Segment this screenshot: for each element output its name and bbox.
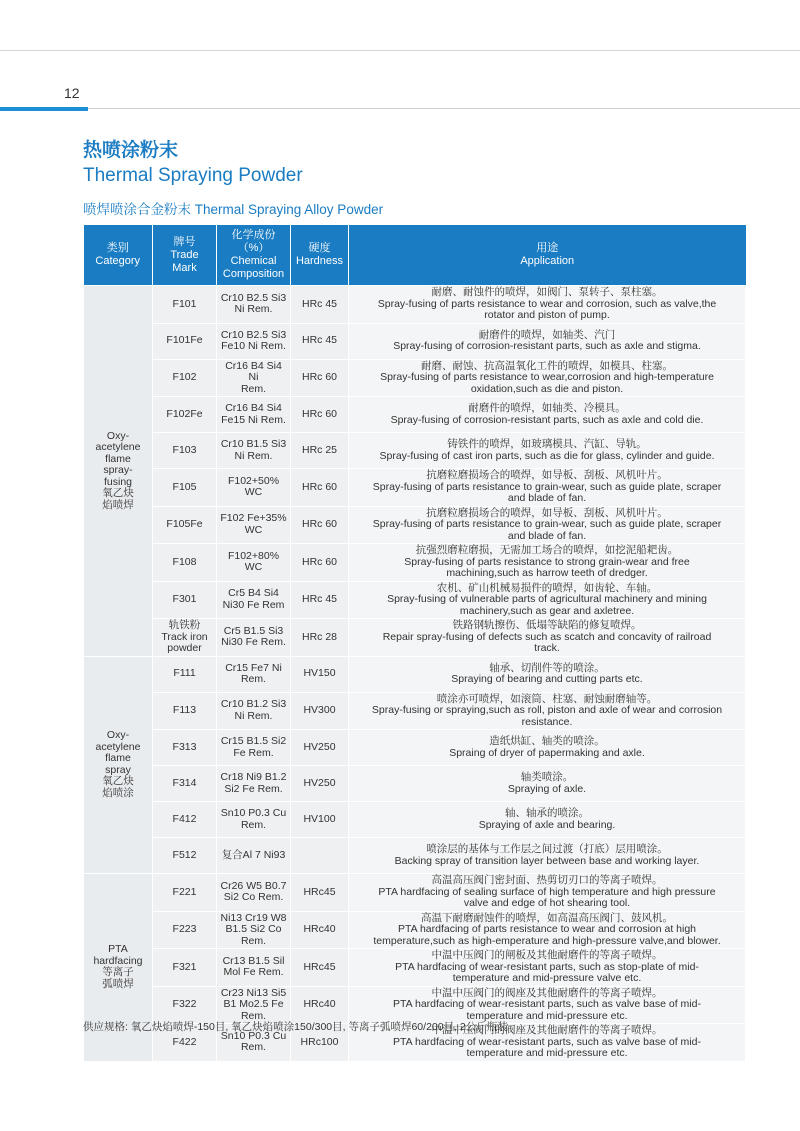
trade-mark-cell: F108 xyxy=(153,544,217,582)
application-cell: 农机、矿山机械易损件的喷焊，如齿轮、车轴。 Spray-fusing of vulnerable parts of agricultural machinery and mining machinery,such as gear and axletree. xyxy=(349,581,746,619)
table-row xyxy=(84,397,746,433)
hardness-cell: HRc 60 xyxy=(291,397,349,433)
table-row xyxy=(84,874,746,912)
hardness-cell: HRc40 xyxy=(291,911,349,949)
trade-mark-cell: F101Fe xyxy=(153,323,217,359)
table-row xyxy=(84,911,746,949)
composition-cell: Sn10 P0.3 Cu Rem. xyxy=(217,802,291,838)
hardness-cell: HV250 xyxy=(291,730,349,766)
application-cell: 耐磨件的喷焊，如轴类、冷模具。 Spray-fusing of corrosion-resistant parts, such as axle and cold die. xyxy=(349,397,746,433)
application-cell: 喷涂亦可喷焊，如滚筒、柱塞、耐蚀耐磨轴等。 Spray-fusing or spraying,such as roll, piston and axle of wear and corrosion resistance. xyxy=(349,692,746,730)
hardness-cell: HRc 28 xyxy=(291,619,349,657)
table-row xyxy=(84,506,746,544)
application-cell: 高温高压阀门密封面、热剪切刃口的等离子喷焊。 PTA hardfacing of sealing surface of high temperature and high pressure valve and edge of hot shearing tool. xyxy=(349,874,746,912)
hardness-cell: HRc40 xyxy=(291,986,349,1024)
hardness-cell: HV100 xyxy=(291,802,349,838)
application-cell: 耐磨件的喷焊，如轴类、汽门 Spray-fusing of corrosion-resistant parts, such as axle and stigma. xyxy=(349,323,746,359)
composition-cell: Cr16 B4 Si4 Ni Rem. xyxy=(217,359,291,397)
header-divider xyxy=(88,108,800,109)
table-row xyxy=(84,433,746,469)
application-cell: 铁路钢轨擦伤、低塌等缺陷的修复喷焊。 Repair spray-fusing of defects such as scatch and concavity of railroad track. xyxy=(349,619,746,657)
application-cell: 造纸烘缸、轴类的喷涂。 Spraing of dryer of papermaking and axle. xyxy=(349,730,746,766)
table-row xyxy=(84,802,746,838)
table-row xyxy=(84,286,746,324)
composition-cell: F102 Fe+35% WC xyxy=(217,506,291,544)
trade-mark-cell: F102 xyxy=(153,359,217,397)
trade-mark-cell: F512 xyxy=(153,838,217,874)
application-cell: 耐磨、耐蚀件的喷焊，如阀门、泵转子、泵柱塞。 Spray-fusing of parts resistance to wear and corrosion, such as valve,the rotator and piston of pump. xyxy=(349,286,746,324)
table-header-row xyxy=(84,225,746,286)
hardness-cell: HRc100 xyxy=(291,1024,349,1062)
composition-cell: F102+50% WC xyxy=(217,469,291,507)
table-row xyxy=(84,619,746,657)
trade-mark-cell: F412 xyxy=(153,802,217,838)
composition-cell: Cr10 B2.5 Si3 Fe10 Ni Rem. xyxy=(217,323,291,359)
trade-mark-cell: F102Fe xyxy=(153,397,217,433)
table-row xyxy=(84,656,746,692)
composition-cell: Cr15 Fe7 Ni Rem. xyxy=(217,656,291,692)
application-cell: 轴类喷涂。 Spraying of axle. xyxy=(349,766,746,802)
application-cell: 喷涂层的基体与工作层之间过渡（打底）层用喷涂。 Backing spray of transition layer between base and working layer. xyxy=(349,838,746,874)
header-accent-bar xyxy=(0,107,88,111)
table-row xyxy=(84,359,746,397)
application-cell: 耐磨、耐蚀、抗高温氧化工件的喷焊，如模具、柱塞。 Spray-fusing of parts resistance to wear,corrosion and high-temperature oxidation,such as die and piston. xyxy=(349,359,746,397)
table-row xyxy=(84,838,746,874)
trade-mark-cell: F105Fe xyxy=(153,506,217,544)
trade-mark-cell: F313 xyxy=(153,730,217,766)
hardness-cell: HV250 xyxy=(291,766,349,802)
application-cell: 高温下耐磨耐蚀件的喷焊，如高温高压阀门、鼓风机。 PTA hardfacing of parts resistance to wear and corrosion at high temperature,such as high-emperature and high-pressure valve,and blower. xyxy=(349,911,746,949)
page-number: 12 xyxy=(64,85,80,101)
hardness-cell: HRc45 xyxy=(291,874,349,912)
trade-mark-cell: F223 xyxy=(153,911,217,949)
hardness-cell: HRc 60 xyxy=(291,544,349,582)
composition-cell: Cr10 B1.2 Si3 Ni Rem. xyxy=(217,692,291,730)
trade-mark-cell: 轨铁粉 Track iron powder xyxy=(153,619,217,657)
application-cell: 中温中压阀门的闸板及其他耐磨件的等离子喷焊。 PTA hardfacing of wear-resistant parts, such as stop-plate of mid- temperature and mid-pressure valve etc. xyxy=(349,949,746,987)
table-row xyxy=(84,949,746,987)
hardness-cell: HV150 xyxy=(291,656,349,692)
table-row xyxy=(84,581,746,619)
trade-mark-cell: F321 xyxy=(153,949,217,987)
header-hardness: 硬度 Hardness xyxy=(291,225,349,286)
application-cell: 抗磨粒磨损场合的喷焊，如导板、刮板、风机叶片。 Spray-fusing of parts resistance to grain-wear, such as guide plate, scraper and blade of fan. xyxy=(349,469,746,507)
header-trade-mark: 牌号 Trade Mark xyxy=(153,225,217,286)
composition-cell: Cr5 B4 Si4 Ni30 Fe Rem xyxy=(217,581,291,619)
trade-mark-cell: F101 xyxy=(153,286,217,324)
hardness-cell: HV300 xyxy=(291,692,349,730)
page-title-en: Thermal Spraying Powder xyxy=(83,165,303,186)
application-cell: 中温中压阀门的阀座及其他耐磨件的等离子喷焊。 PTA hardfacing of wear-resistant parts, such as valve base of mid- temperature and mid-pressure etc. xyxy=(349,1024,746,1062)
composition-cell: Cr16 B4 Si4 Fe15 Ni Rem. xyxy=(217,397,291,433)
hardness-cell: HRc 60 xyxy=(291,506,349,544)
composition-cell: Cr5 B1.5 Si3 Ni30 Fe Rem. xyxy=(217,619,291,657)
composition-cell: Cr26 W5 B0.7 Si2 Co Rem. xyxy=(217,874,291,912)
powder-spec-table xyxy=(83,225,746,1062)
hardness-cell: HRc 25 xyxy=(291,433,349,469)
hardness-cell: HRc 45 xyxy=(291,286,349,324)
header-category: 类别 Category xyxy=(84,225,153,286)
trade-mark-cell: F314 xyxy=(153,766,217,802)
composition-cell: 复合Al 7 Ni93 xyxy=(217,838,291,874)
application-cell: 抗强烈磨粒磨损，无需加工场合的喷焊，如挖泥船耙齿。 Spray-fusing of parts resistance to strong grain-wear and free machining,such as harrow teeth of dredger. xyxy=(349,544,746,582)
composition-cell: Cr18 Ni9 B1.2 Si2 Fe Rem. xyxy=(217,766,291,802)
top-rule xyxy=(0,50,800,51)
category-cell: Oxy- acetylene flame spray- fusing 氧乙炔 焰喷焊 xyxy=(84,286,153,657)
table-row xyxy=(84,469,746,507)
composition-cell: Cr15 B1.5 Si2 Fe Rem. xyxy=(217,730,291,766)
trade-mark-cell: F113 xyxy=(153,692,217,730)
composition-cell: Cr23 Ni13 Si5 B1 Mo2.5 Fe Rem. xyxy=(217,986,291,1024)
application-cell: 轴、轴承的喷涂。 Spraying of axle and bearing. xyxy=(349,802,746,838)
hardness-cell: HRc 60 xyxy=(291,469,349,507)
composition-cell: Sn10 P0.3 Cu Rem. xyxy=(217,1024,291,1062)
hardness-cell: HRc 60 xyxy=(291,359,349,397)
composition-cell: Cr10 B1.5 Si3 Ni Rem. xyxy=(217,433,291,469)
header-application: 用途 Application xyxy=(349,225,746,286)
page-title-cn: 热喷涂粉末 xyxy=(83,139,179,161)
composition-cell: F102+80% WC xyxy=(217,544,291,582)
table-row xyxy=(84,730,746,766)
composition-cell: Cr13 B1.5 Sil Mol Fe Rem. xyxy=(217,949,291,987)
hardness-cell: HRc45 xyxy=(291,949,349,987)
trade-mark-cell: F322 xyxy=(153,986,217,1024)
hardness-cell: HRc 45 xyxy=(291,323,349,359)
table-row xyxy=(84,766,746,802)
trade-mark-cell: F111 xyxy=(153,656,217,692)
supply-spec-note: 供应规格: 氧乙炔焰喷焊-150目, 氧乙炔焰喷涂150/300目, 等离子弧喷焊60/200目, 2公斤瓶装 xyxy=(83,1021,508,1033)
category-cell: Oxy- acetylene flame spray 氧乙炔 焰喷涂 xyxy=(84,656,153,874)
header-chemical-composition: 化学成份（%） Chemical Composition xyxy=(217,225,291,286)
table-row xyxy=(84,323,746,359)
hardness-cell xyxy=(291,838,349,874)
table-row xyxy=(84,544,746,582)
application-cell: 铸铁件的喷焊，如玻璃模具、汽缸、导轨。 Spray-fusing of cast iron parts, such as die for glass, cylinder and guide. xyxy=(349,433,746,469)
section-subtitle: 喷焊喷涂合金粉末 Thermal Spraying Alloy Powder xyxy=(83,202,384,217)
table-row xyxy=(84,692,746,730)
trade-mark-cell: F103 xyxy=(153,433,217,469)
application-cell: 抗磨粒磨损场合的喷焊，如导板、刮板、风机叶片。 Spray-fusing of parts resistance to grain-wear, such as guide plate, scraper and blade of fan. xyxy=(349,506,746,544)
trade-mark-cell: F105 xyxy=(153,469,217,507)
composition-cell: Ni13 Cr19 W8 B1.5 Si2 Co Rem. xyxy=(217,911,291,949)
trade-mark-cell: F422 xyxy=(153,1024,217,1062)
trade-mark-cell: F301 xyxy=(153,581,217,619)
application-cell: 轴承、切削件等的喷涂。 Spraying of bearing and cutting parts etc. xyxy=(349,656,746,692)
application-cell: 中温中压阀门的阀座及其他耐磨件的等离子喷焊。 PTA hardfacing of wear-resistant parts, such as valve base of mid- temperature and mid-pressure etc. xyxy=(349,986,746,1024)
category-cell: PTA hardfacing 等离子 弧喷焊 xyxy=(84,874,153,1062)
hardness-cell: HRc 45 xyxy=(291,581,349,619)
table-row xyxy=(84,986,746,1024)
composition-cell: Cr10 B2.5 Si3 Ni Rem. xyxy=(217,286,291,324)
trade-mark-cell: F221 xyxy=(153,874,217,912)
